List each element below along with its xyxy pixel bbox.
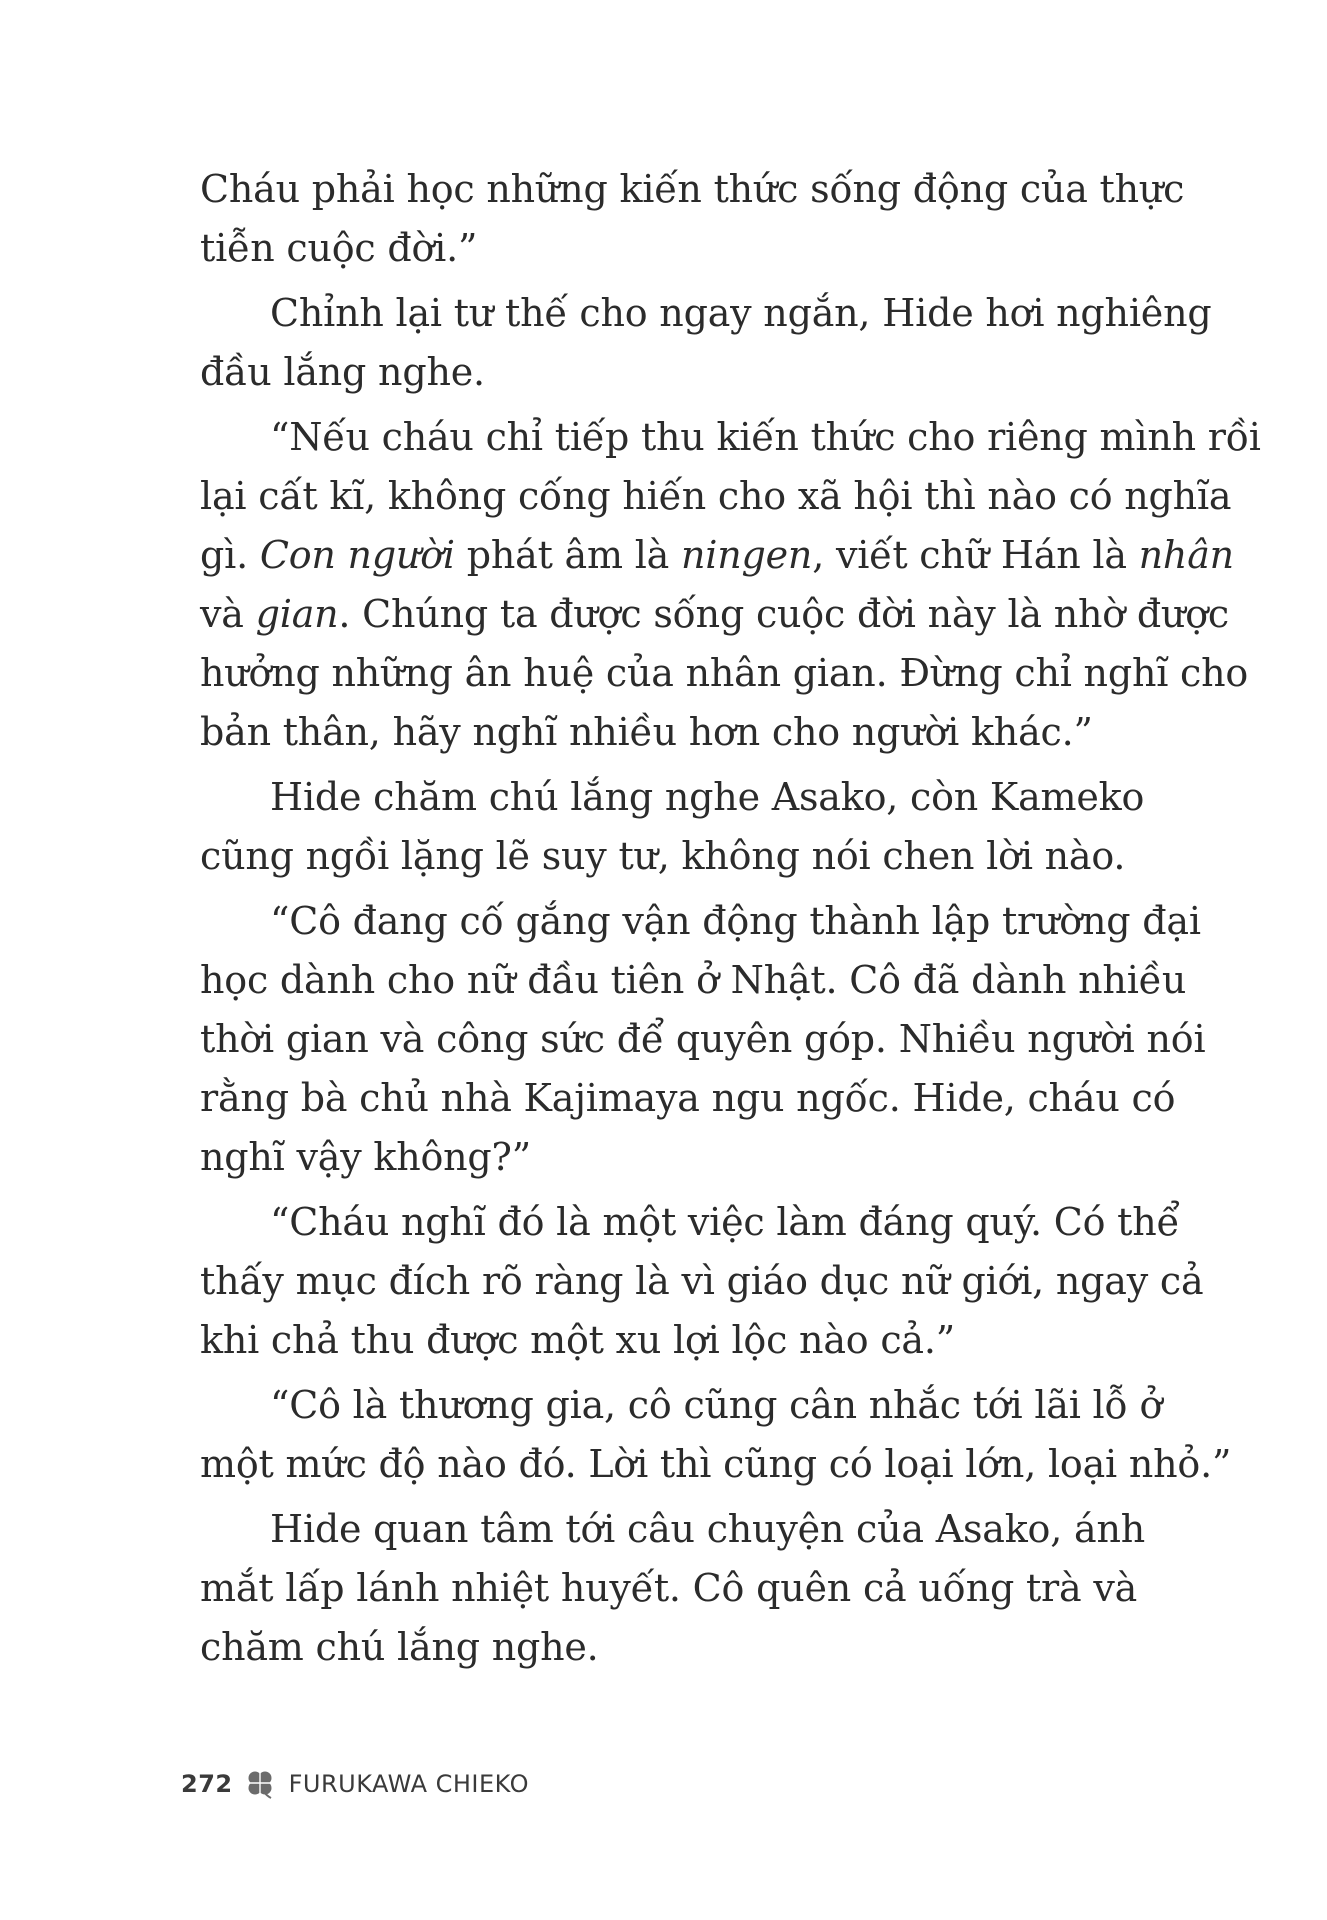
text-line: đầu lắng nghe. <box>200 350 485 394</box>
text-line: nghĩ vậy không?” <box>200 1135 531 1179</box>
paragraph-4 <box>200 768 1145 886</box>
text-line: một mức độ nào đó. Lời thì cũng có loại lớn, loại nhỏ.” <box>200 1442 1232 1486</box>
page-number: 272 <box>181 1770 233 1798</box>
paragraph-8 <box>200 1500 1145 1677</box>
text-line: mắt lấp lánh nhiệt huyết. Cô quên cả uống trà và <box>200 1566 1138 1610</box>
text-line: rằng bà chủ nhà Kajimaya ngu ngốc. Hide, cháu có <box>200 1076 1176 1120</box>
text-line: học dành cho nữ đầu tiên ở Nhật. Cô đã dành nhiều <box>200 958 1187 1002</box>
text-line: Cháu phải học những kiến thức sống động của thực <box>200 167 1185 211</box>
text-line: lại cất kĩ, không cống hiến cho xã hội thì nào có nghĩa <box>200 474 1232 518</box>
text-line: thời gian và công sức để quyên góp. Nhiều người nói <box>200 1017 1206 1061</box>
text-line: “Cô là thương gia, cô cũng cân nhắc tới lãi lỗ ở <box>270 1383 1163 1427</box>
paragraph-5 <box>200 892 1206 1187</box>
clover-icon <box>243 1767 277 1801</box>
italic-term: Con người <box>259 533 455 577</box>
italic-term: nhân <box>1138 533 1234 577</box>
text-line: Hide chăm chú lắng nghe Asako, còn Kameko <box>270 775 1145 819</box>
paragraph-2 <box>200 284 1212 402</box>
text-line: Hide quan tâm tới câu chuyện của Asako, ánh <box>270 1507 1145 1551</box>
text-line: khi chả thu được một xu lợi lộc nào cả.” <box>200 1318 955 1362</box>
text-line: “Nếu cháu chỉ tiếp thu kiến thức cho riêng mình rồi <box>270 415 1261 459</box>
text-line: chăm chú lắng nghe. <box>200 1625 599 1669</box>
text-line: “Cháu nghĩ đó là một việc làm đáng quý. Có thể <box>270 1200 1180 1244</box>
paragraph-7 <box>200 1376 1232 1494</box>
text-line: hưởng những ân huệ của nhân gian. Đừng chỉ nghĩ cho <box>200 651 1249 695</box>
text-line: gì. Con người phát âm là ningen, viết chữ Hán là nhân <box>200 533 1234 577</box>
italic-term: ningen <box>681 533 813 577</box>
paragraph-1 <box>200 160 1185 278</box>
paragraph-6 <box>200 1193 1204 1370</box>
paragraph-3 <box>200 408 1261 762</box>
text-line: thấy mục đích rõ ràng là vì giáo dục nữ giới, ngay cả <box>200 1259 1204 1303</box>
text-line: tiễn cuộc đời.” <box>200 226 478 270</box>
text-line: cũng ngồi lặng lẽ suy tư, không nói chen lời nào. <box>200 834 1126 878</box>
text-line: “Cô đang cố gắng vận động thành lập trường đại <box>270 899 1201 943</box>
text-line: và gian. Chúng ta được sống cuộc đời này là nhờ được <box>200 592 1230 636</box>
text-line: Chỉnh lại tư thế cho ngay ngắn, Hide hơi nghiêng <box>270 291 1212 335</box>
italic-term: gian <box>255 592 339 636</box>
author-name: FURUKAWA CHIEKO <box>288 1770 529 1798</box>
body-text <box>200 160 1261 1683</box>
page-footer <box>181 1764 529 1804</box>
text-line: bản thân, hãy nghĩ nhiều hơn cho người khác.” <box>200 710 1093 754</box>
